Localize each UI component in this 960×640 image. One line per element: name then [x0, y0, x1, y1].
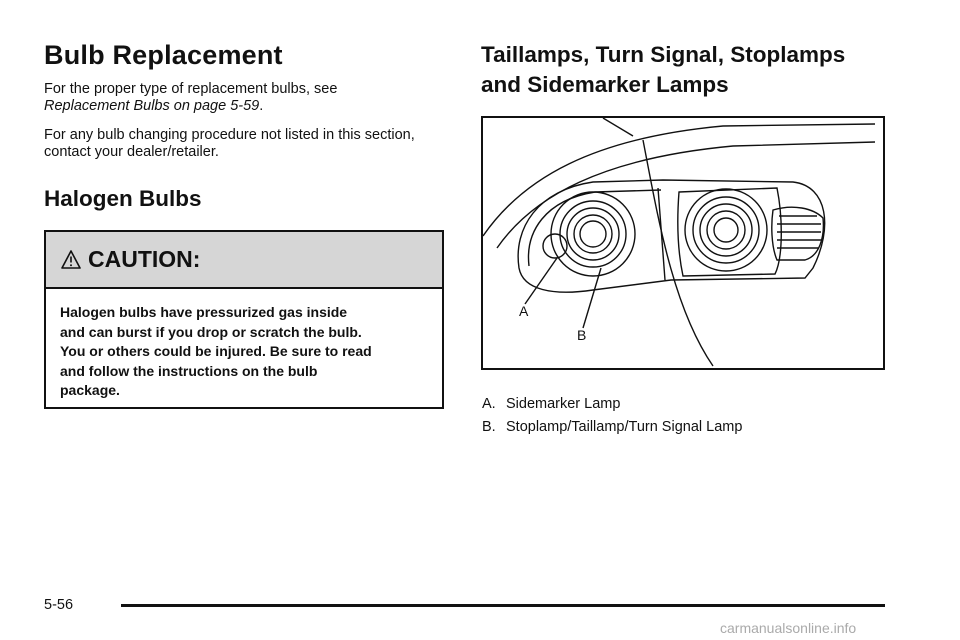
caution-line: You or others could be injured. Be sure to read: [60, 343, 372, 359]
caution-line: Halogen bulbs have pressurized gas inside: [60, 304, 348, 320]
legend-item-a: [482, 393, 742, 416]
halogen-bulbs-heading: Halogen Bulbs: [44, 186, 202, 211]
caution-header: [46, 232, 442, 289]
taillamp-drawing: [483, 118, 883, 368]
caution-line: package.: [60, 382, 120, 398]
legend-text: Stoplamp/Taillamp/Turn Signal Lamp: [506, 419, 743, 435]
taillamps-heading: [481, 40, 887, 100]
right-column: [481, 40, 887, 100]
intro-end: .: [259, 98, 264, 114]
caution-line: and can burst if you drop or scratch the bulb.: [60, 323, 362, 340]
label-b: B: [577, 327, 587, 343]
left-column: [44, 40, 446, 212]
taillamps-heading-line1: Taillamps, Turn Signal, Stoplamps: [481, 42, 846, 67]
caution-box: [44, 230, 444, 409]
legend-item-b: [482, 416, 742, 439]
replacement-bulbs-link[interactable]: Replacement Bulbs on page 5-59: [44, 98, 260, 114]
caution-text: [46, 289, 442, 401]
page-number: 5-56: [44, 597, 74, 613]
caution-line: and follow the instructions on the bulb: [60, 362, 318, 379]
figure-legend: [482, 393, 742, 439]
warning-triangle-icon: [60, 249, 82, 271]
page-title: Bulb Replacement: [44, 40, 283, 70]
label-a: A: [519, 303, 529, 319]
intro-paragraph: [44, 81, 446, 115]
legend-letter: A.: [482, 396, 496, 412]
footer-rule: [121, 604, 885, 607]
caution-title: CAUTION:: [88, 246, 201, 272]
taillamps-heading-line2: and Sidemarker Lamps: [481, 72, 729, 97]
legend-text: Sidemarker Lamp: [506, 396, 621, 412]
taillamp-illustration: [481, 116, 885, 370]
watermark: carmanualsonline.info: [720, 620, 857, 636]
dealer-paragraph: For any bulb changing procedure not listed in this section, contact your dealer/retailer.: [44, 127, 415, 160]
intro-text: For the proper type of replacement bulbs, see: [44, 81, 338, 97]
legend-letter: B.: [482, 419, 496, 435]
